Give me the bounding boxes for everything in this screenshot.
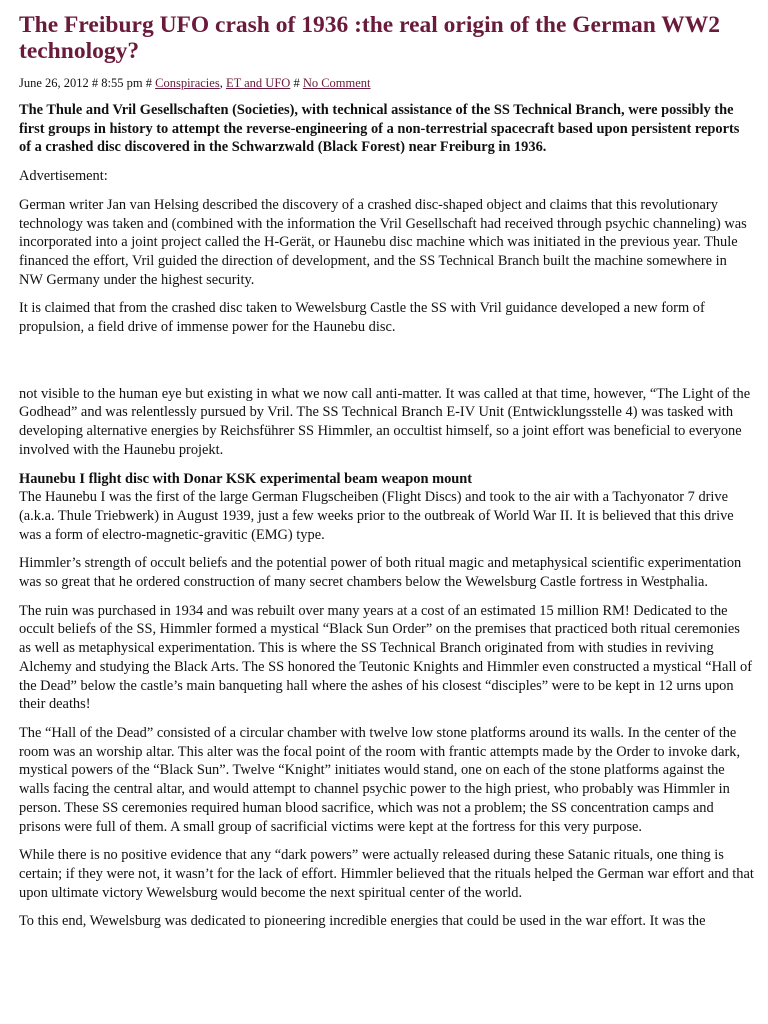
paragraph: Himmler’s strength of occult beliefs and the potential power of both ritual magic and metaphysical scientific experimentation was so great that he ordered construction of many secret chambers below the Wewelsburg Castle fortress in Westphalia. — [19, 555, 742, 591]
meta-comma: , — [219, 76, 223, 90]
post-time: 8:55 pm — [101, 76, 143, 90]
meta-separator: # — [293, 76, 300, 90]
meta-separator: # — [91, 76, 99, 90]
section-subheading: Haunebu I flight disc with Donar KSK experimental beam weapon mount — [19, 470, 473, 487]
paragraph: The Haunebu I was the first of the large German Flugscheiben (Flight Discs) and took to the air with a Tachyonator 7 drive (a.k.a. Thule Triebwerk) in August 1939, just a few weeks prior to the outbreak of World War II. It is believed that this drive was a form of electro-magnetic-gravitic (EMG) type. — [19, 489, 734, 543]
paragraph: While there is no positive evidence that any “dark powers” were actually released during these Satanic rituals, one thing is certain; if they were not, it wasn’t for the lack of effort. Himmler believed that the rituals helped the German war effort and that upon ultimate victory Wewelsburg would become the next spiritual center of the world. — [19, 847, 754, 901]
comments-link[interactable]: No Comment — [302, 76, 371, 90]
paragraph: German writer Jan van Helsing described the discovery of a crashed disc-shaped object and claims that this revolutionary technology was taken and (combined with the information the Vril Gesellschaft had received through psychic channeling) was incorporated into a joint project called the H-Gerät, or Haunebu disc machine which was initiated in the previous year. Thule financed the effort, Vril guided the direction of development, and the SS Technical Branch built the machine somewhere in NW Germany under the highest security. — [19, 196, 747, 288]
post-meta — [19, 75, 754, 91]
article-title: The Freiburg UFO crash of 1936 :the real origin of the German WW2 technology? — [19, 12, 721, 64]
paragraph: It is claimed that from the crashed disc taken to Wewelsburg Castle the SS with Vril guidance developed a new form of propulsion, a field drive of immense power for the Haunebu disc. — [19, 300, 705, 336]
category-link-et-and-ufo[interactable]: ET and UFO — [225, 76, 291, 90]
meta-separator: # — [145, 76, 152, 90]
ad-gap — [19, 347, 754, 385]
post-date: June 26, 2012 — [19, 76, 89, 90]
paragraph: The “Hall of the Dead” consisted of a circular chamber with twelve low stone platforms around its walls. In the center of the room was an worship altar. This alter was the focal point of the room with frantic attempts made by the Order to invoke dark, mystical powers of the “Black Sun”. Twelve “Knight” initiates would stand, one on each of the stone platforms against the walls facing the central altar, and would attempt to channel psychic power to the high priest, who probably was Himmler in person. These SS ceremonies required human blood sacrifice, which was not a problem; the SS concentration camps and prisons were full of them. A small group of sacrificial victims were kept at the fortress for this very purpose. — [19, 724, 741, 835]
lead-paragraph: The Thule and Vril Gesellschaften (Societies), with technical assistance of the SS Technical Branch, were possibly the first groups in history to attempt the reverse-engineering of a non-terrestrial spacecraft based upon persistent reports of a crashed disc discovered in the Schwarzwald (Black Forest) near Freiburg in 1936. — [19, 102, 740, 156]
paragraph: not visible to the human eye but existing in what we now call anti-matter. It was called at that time, however, “The Light of the Godhead” and was relentlessly pursued by Vril. The SS Technical Branch E-IV Unit (Entwicklungsstelle 4) was tasked with developing alternative energies by Reichsführer SS Himmler, an occultist himself, so a joint effort was beneficial to everyone involved with the Haunebu projekt. — [19, 385, 751, 458]
paragraph: The ruin was purchased in 1934 and was rebuilt over many years at a cost of an estimated 15 million RM! Dedicated to the occult beliefs of the SS, Himmler formed a mystical “Black Sun Order” on the premises that practiced both ritual ceremonies as well as metaphysical experimentation. This is where the SS Technical Branch originated from with studies in reviving Alchemy and studying the Black Arts. The SS honored the Teutonic Knights and Himmler even constructed a mystical “Hall of the Dead” below the castle’s main banqueting hall where the ashes of his closest “disciples” were to be kept in 12 urns upon their deaths! — [19, 602, 753, 713]
category-link-conspiracies[interactable]: Conspiracies — [155, 76, 220, 90]
paragraph: To this end, Wewelsburg was dedicated to pioneering incredible energies that could be used in the war effort. It was the — [19, 913, 706, 930]
advertisement-label: Advertisement: — [19, 168, 108, 185]
